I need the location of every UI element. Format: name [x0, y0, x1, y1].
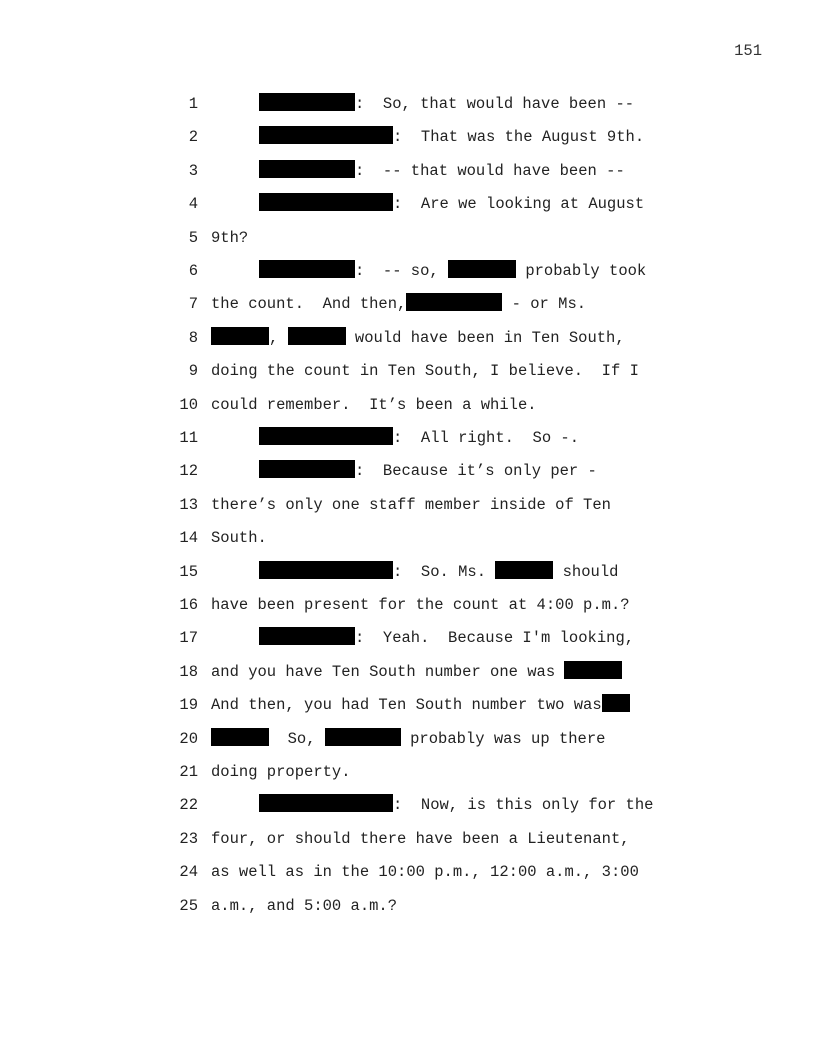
- line-number: 23: [179, 829, 198, 848]
- line-number: 6: [188, 262, 198, 280]
- line-number: 24: [179, 863, 198, 882]
- line-text: [259, 260, 646, 282]
- redaction-block: [259, 427, 393, 445]
- line-number: 14: [179, 529, 198, 548]
- line-number: 12: [179, 462, 198, 481]
- line-number: 18: [179, 662, 198, 681]
- text-segment: 9th?: [211, 228, 249, 247]
- redaction-block: [259, 627, 355, 645]
- text-segment: should: [553, 562, 619, 581]
- text-segment: : Are we looking at August: [393, 195, 645, 214]
- text-segment: : So, that would have been --: [355, 95, 635, 113]
- line-text: [259, 93, 634, 115]
- redaction-block: [406, 293, 502, 311]
- text-segment: : Yeah. Because I'm looking,: [355, 629, 635, 648]
- text-segment: : So. Ms.: [393, 562, 496, 581]
- text-segment: four, or should there have been a Lieutenant,: [211, 829, 630, 848]
- page-number: 151: [734, 42, 762, 60]
- line-number: 4: [188, 195, 198, 214]
- redaction-block: [259, 260, 355, 278]
- line-number: 9: [188, 362, 198, 381]
- redaction-block: [288, 327, 346, 345]
- line-text: [211, 527, 267, 549]
- text-segment: doing the count in Ten South, I believe. If I: [211, 362, 639, 381]
- line-number: 8: [188, 328, 198, 347]
- line-number: 21: [179, 763, 198, 781]
- text-segment: ,: [269, 328, 288, 347]
- redaction-block: [602, 694, 630, 712]
- line-number: 19: [179, 696, 198, 715]
- redaction-block: [259, 93, 355, 111]
- redaction-block: [495, 561, 553, 579]
- line-text: [259, 193, 644, 215]
- text-segment: doing property.: [211, 763, 351, 781]
- line-text: [211, 661, 622, 683]
- line-number: 11: [179, 429, 198, 447]
- line-text: [211, 861, 639, 883]
- line-number: 20: [179, 729, 198, 748]
- text-segment: : That was the August 9th.: [393, 128, 645, 147]
- line-number: 25: [179, 896, 198, 915]
- line-text: [211, 327, 625, 349]
- line-text: [259, 561, 618, 583]
- line-text: [211, 828, 630, 850]
- line-text: [211, 895, 397, 917]
- line-text: [211, 494, 611, 516]
- line-text: [259, 460, 597, 482]
- text-segment: : -- so,: [355, 262, 449, 280]
- text-segment: there’s only one staff member inside of Ten: [211, 495, 611, 514]
- redaction-block: [259, 193, 393, 211]
- redaction-block: [259, 794, 393, 812]
- text-segment: So,: [269, 729, 325, 748]
- line-number: 15: [179, 562, 198, 581]
- text-segment: probably took: [516, 262, 647, 280]
- text-segment: as well as in the 10:00 p.m., 12:00 a.m., 3:00: [211, 863, 639, 882]
- line-text: [211, 728, 605, 750]
- line-number: 16: [179, 596, 198, 614]
- redaction-block: [259, 460, 355, 478]
- line-text: [259, 794, 653, 816]
- redaction-block: [448, 260, 516, 278]
- text-segment: probably was up there: [400, 729, 606, 748]
- text-segment: And then, you had Ten South number two was: [211, 696, 602, 715]
- line-text: [211, 694, 630, 716]
- redaction-block: [325, 728, 401, 746]
- line-text: [259, 427, 579, 449]
- redaction-block: [564, 661, 622, 679]
- line-number: 1: [188, 95, 198, 113]
- text-segment: - or Ms.: [502, 295, 587, 314]
- line-number: 2: [188, 128, 198, 147]
- line-text: [211, 293, 586, 315]
- line-text: [211, 761, 351, 783]
- line-text: [211, 594, 630, 616]
- text-segment: would have been in Ten South,: [345, 328, 625, 347]
- redaction-block: [211, 327, 269, 345]
- line-number: 7: [188, 295, 198, 314]
- redaction-block: [259, 561, 393, 579]
- line-number: 5: [188, 228, 198, 247]
- line-text: [211, 227, 248, 249]
- text-segment: and you have Ten South number one was: [211, 662, 565, 681]
- text-segment: a.m., and 5:00 a.m.?: [211, 896, 398, 915]
- line-text: [259, 627, 634, 649]
- text-segment: South.: [211, 529, 267, 548]
- text-segment: : Because it’s only per -: [355, 462, 597, 481]
- line-number: 10: [179, 395, 198, 414]
- line-text: [211, 360, 639, 382]
- line-text: [259, 160, 625, 182]
- line-text: [211, 394, 537, 416]
- redaction-block: [259, 160, 355, 178]
- line-number: 3: [188, 161, 198, 180]
- text-segment: : Now, is this only for the: [393, 796, 654, 815]
- line-number: 17: [179, 629, 198, 648]
- text-segment: : All right. So -.: [393, 429, 580, 447]
- text-segment: : -- that would have been --: [355, 161, 625, 180]
- line-text: [259, 126, 644, 148]
- line-number: 13: [179, 495, 198, 514]
- text-segment: have been present for the count at 4:00 p.m.?: [211, 596, 630, 614]
- redaction-block: [211, 728, 269, 746]
- line-number: 22: [179, 796, 198, 815]
- redaction-block: [259, 126, 393, 144]
- text-segment: the count. And then,: [211, 295, 407, 314]
- text-segment: could remember. It’s been a while.: [211, 395, 537, 414]
